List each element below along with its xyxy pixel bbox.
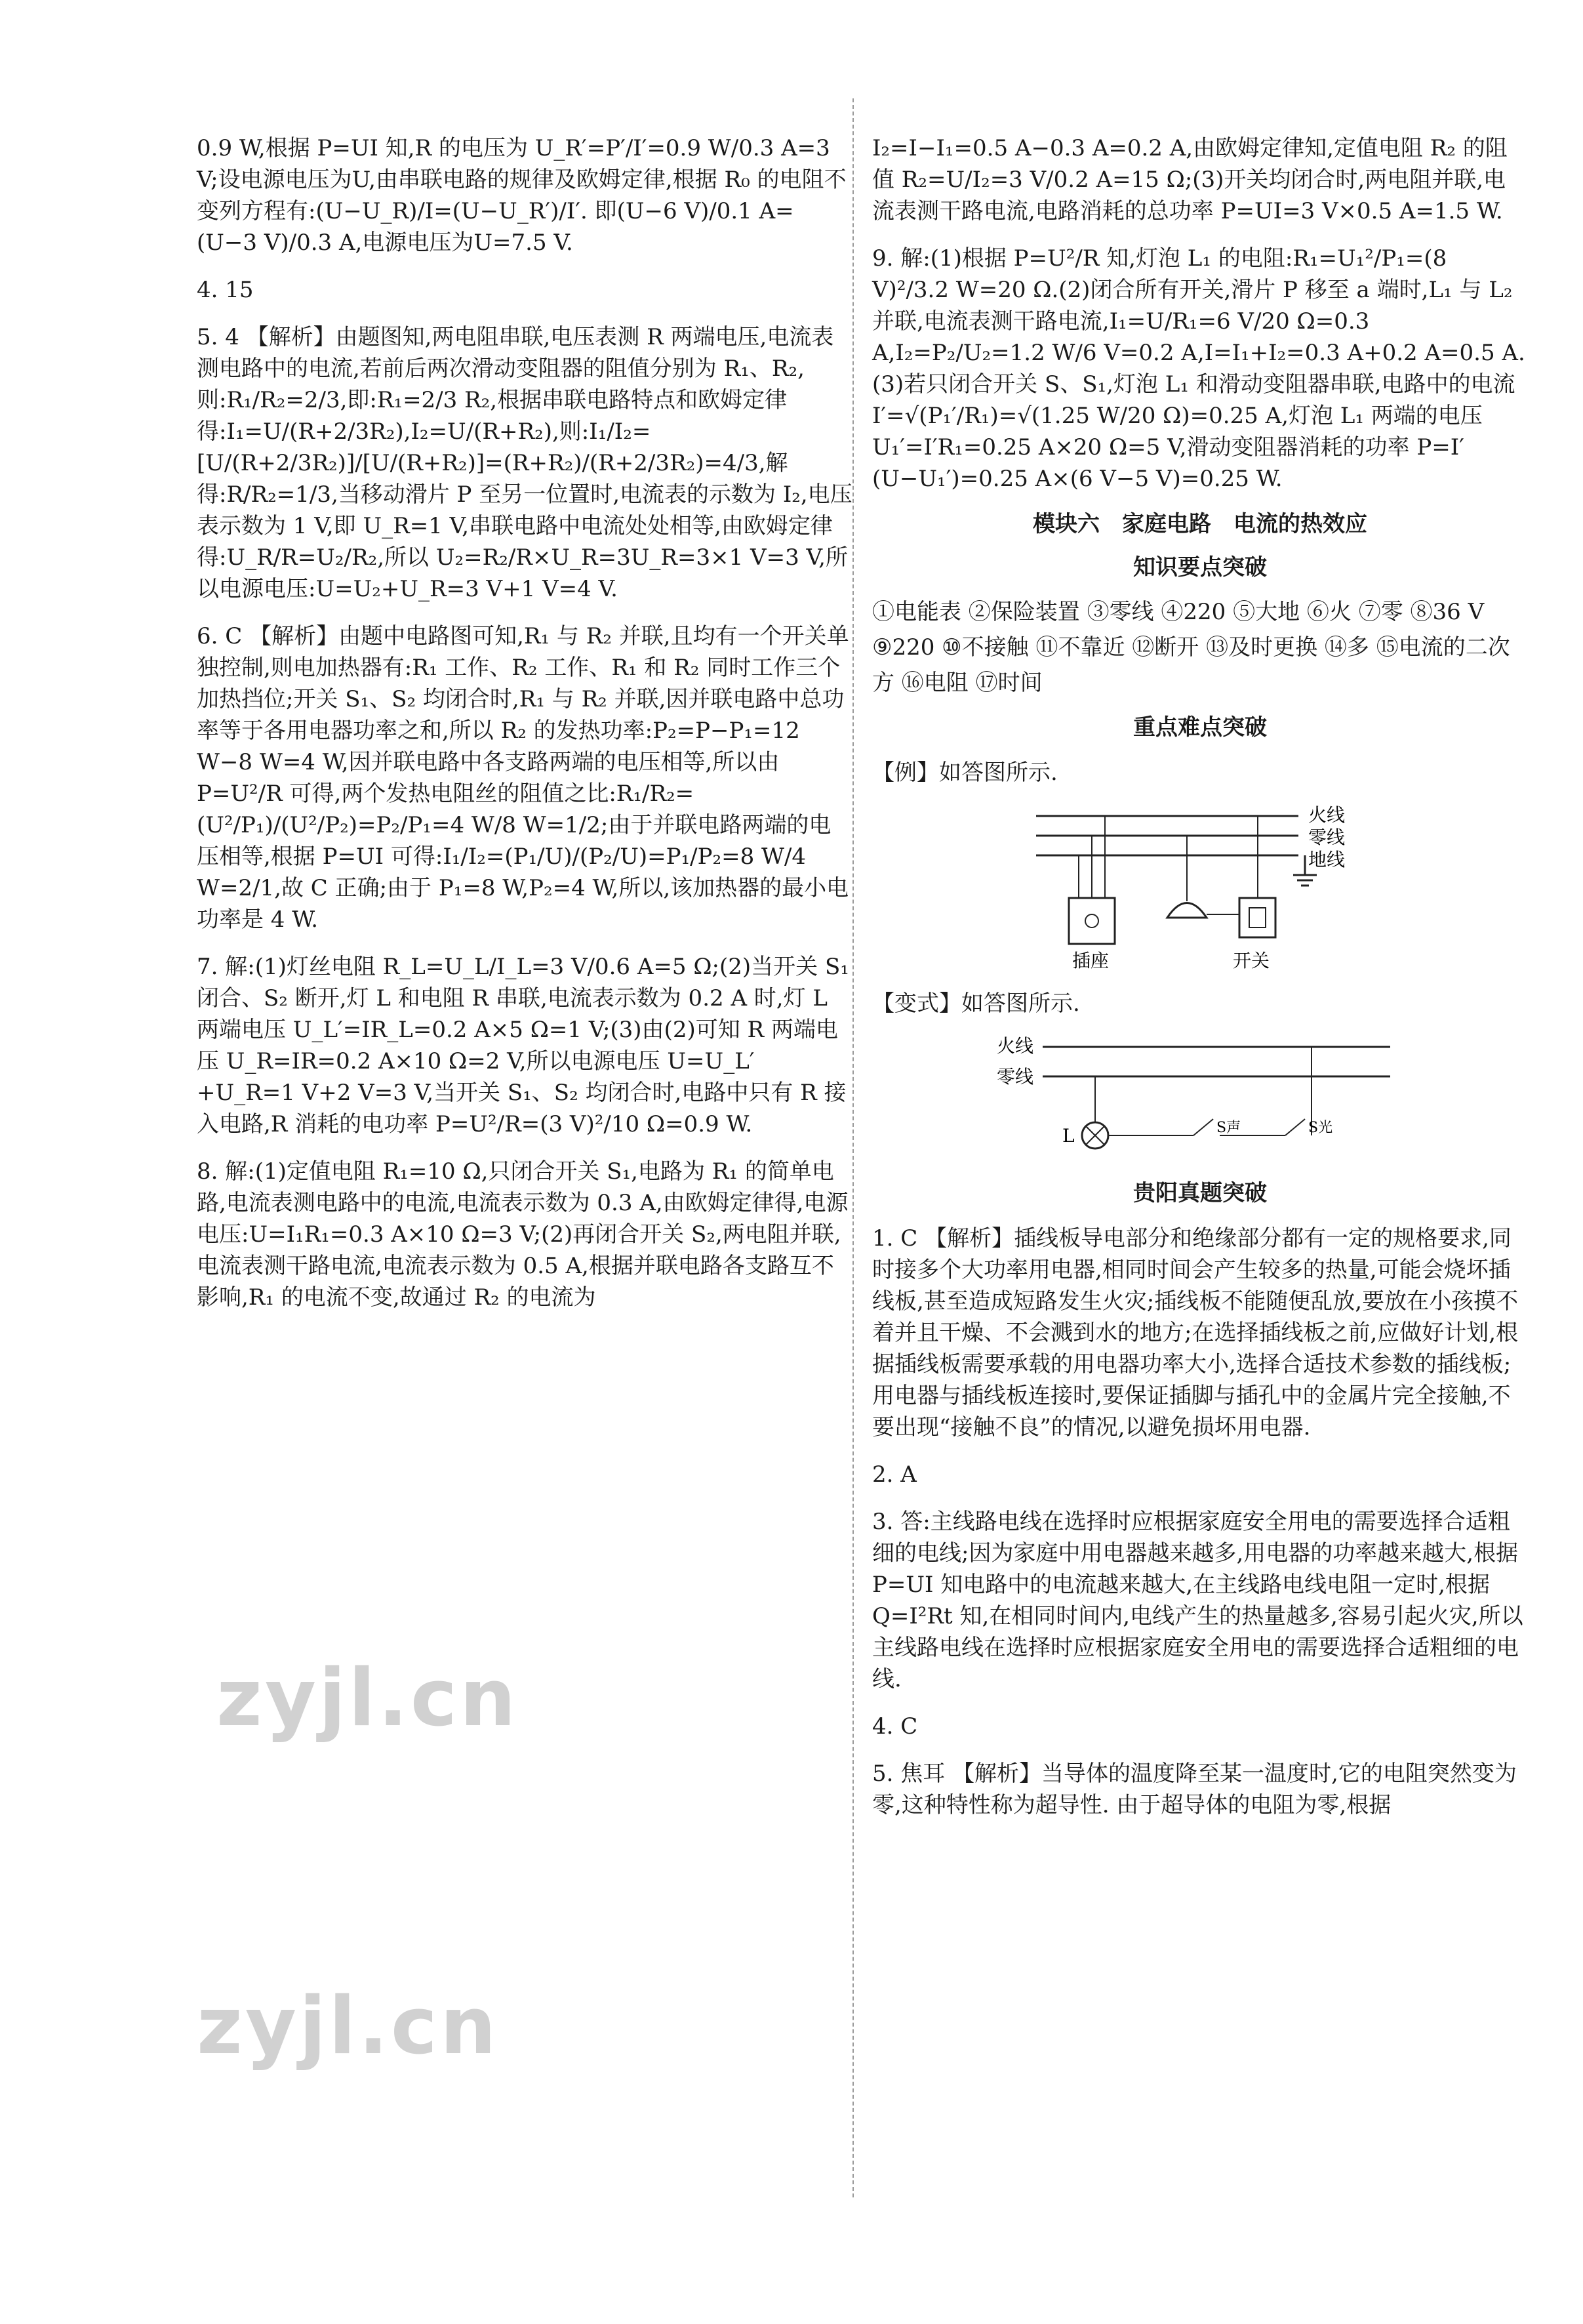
variant-live-label: 火线	[997, 1035, 1034, 1057]
neutral-label: 零线	[1308, 826, 1346, 848]
column-divider	[852, 98, 854, 2197]
key-points-title: 重点难点突破	[1133, 714, 1267, 741]
household-circuit-diagram	[1016, 803, 1384, 973]
lamp-label: L	[1062, 1125, 1075, 1147]
right-para-1: I₂=I−I₁=0.5 A−0.3 A=0.2 A,由欧姆定律知,定值电阻 R₂ 的阻值 R₂=U/I₂=3 V/0.2 A=15 Ω;(3)开关均闭合时,两电阻并联,电流表测干路电流,电路消耗的总功率 P=UI=3 V×0.5 A=1.5 W.	[872, 135, 1508, 224]
light-switch-label: S光	[1308, 1120, 1333, 1136]
answer-8: 8. 解:(1)定值电阻 R₁=10 Ω,只闭合开关 S₁,电路为 R₁ 的简单电路,电流表测电路中的电流,电流表示数为 0.3 A,由欧姆定律得,电源电压:U=I₁R₁=0.3 A×10 Ω=3 V;(2)再闭合开关 S₂,两电阻并联,电流表测干路电流,电流表示数为 0.5 A,根据并联电路各支路互不影响,R₁ 的电流不变,故通过 R₂ 的电流为	[197, 1158, 849, 1311]
ground-label: 地线	[1308, 849, 1346, 870]
knowledge-title: 知识要点突破	[1133, 554, 1267, 581]
guiyang-answer-1: 1. C 【解析】插线板导电部分和绝缘部分都有一定的规格要求,同时接多个大功率用电器,相同时间会产生较多的热量,可能会烧坏插线板,甚至造成短路发生火灾;插线板不能随便乱放,要放在小孩摸不着并且干燥、不会溅到水的地方;在选择插线板之前,应做好计划,根据插线板需要承载的用电器功率大小,选择合适技术参数的插线板;用电器与插线板连接时,要保证插脚与插孔中的金属片完全接触,不要出现“接触不良”的情况,以避免损坏用电器.	[872, 1225, 1519, 1440]
answer-6: 6. C 【解析】由题中电路图可知,R₁ 与 R₂ 并联,且均有一个开关单独控制,则电加热器有:R₁ 工作、R₂ 工作、R₁ 和 R₂ 同时工作三个加热挡位;开关 S₁、S₂ 均闭合时,R₁ 与 R₂ 并联,因并联电路中总功率等于各用电器功率之和,所以 R₂ 的发热功率:P₂=P−P₁=12 W−8 W=4 W,因并联电路中各支路两端的电压相等,所以由 P=U²/R 可得,两个发热电阻丝的阻值之比:R₁/R₂=(U²/P₁)/(U²/P₂)=P₂/P₁=4 W/8 W=1/2;由于并联电路两端的电压相等,根据 P=UI 可得:I₁/I₂=(P₁/U)/(P₂/U)=P₁/P₂=8 W/4 W=2/1,故 C 正确;由于 P₁=8 W,P₂=4 W,所以,该加热器的最小电功率是 4 W.	[197, 623, 849, 933]
guiyang-answer-2: 2. A	[872, 1461, 917, 1488]
answer-9: 9. 解:(1)根据 P=U²/R 知,灯泡 L₁ 的电阻:R₁=U₁²/P₁=(8 V)²/3.2 W=20 Ω.(2)闭合所有开关,滑片 P 移至 a 端时,L₁ 与 L₂ 并联,电流表测干路电流,I₁=U/R₁=6 V/20 Ω=0.3 A,I₂=P₂/U₂=1.2 W/6 V=0.2 A,I=I₁+I₂=0.3 A+0.2 A=0.5 A.(3)若只闭合开关 S、S₁,灯泡 L₁ 和滑动变阻器串联,电路中的电流 I′=√(P₁′/R₁)=√(1.25 W/20 Ω)=0.25 A,灯泡 L₁ 两端的电压 U₁′=I′R₁=0.25 A×20 Ω=5 V,滑动变阻器消耗的功率 P=I′(U−U₁′)=0.25 A×(6 V−5 V)=0.25 W.	[872, 245, 1525, 492]
lamp-icon	[1167, 903, 1207, 918]
variant-neutral-label: 零线	[997, 1066, 1034, 1088]
switch-label: 开关	[1233, 950, 1270, 971]
sound-switch-label: S声	[1216, 1120, 1241, 1136]
guiyang-answer-5: 5. 焦耳 【解析】当导体的温度降至某一温度时,它的电阻突然变为零,这种特性称为超导性. 由于超导体的电阻为零,根据	[872, 1761, 1517, 1818]
sound-switch-icon	[1193, 1119, 1213, 1135]
right-column	[872, 125, 1528, 1829]
left-column	[197, 125, 852, 1321]
watermark: zyjl.cn	[216, 1653, 519, 1744]
socket-label: 插座	[1072, 950, 1110, 971]
answer-5: 5. 4 【解析】由题图知,两电阻串联,电压表测 R 两端电压,电流表测电路中的电流,若前后两次滑动变阻器的阻值分别为 R₁、R₂,则:R₁/R₂=2/3,即:R₁=2/3 R₂,根据串联电路特点和欧姆定律得:I₁=U/(R+2/3R₂),I₂=U/(R+R₂),则:I₁/I₂=[U/(R+2/3R₂)]/[U/(R+R₂)]=(R+R₂)/(R+2/3R₂)=4/3,解得:R/R₂=1/3,当移动滑片 P 至另一位置时,电流表的示数为 I₂,电压表示数为 1 V,即 U_R=1 V,串联电路中电流处处相等,由欧姆定律得:U_R/R=U₂/R₂,所以 U₂=R₂/R×U_R=3U_R=3×1 V=3 V,所以电源电压:U=U₂+U_R=3 V+1 V=4 V.	[197, 324, 852, 602]
light-switch-icon	[1285, 1119, 1305, 1135]
socket-icon	[1069, 898, 1115, 944]
module-title: 模块六 家庭电路 电流的热效应	[1033, 511, 1367, 537]
sound-light-switch-diagram	[997, 1034, 1403, 1165]
switch-icon	[1239, 898, 1275, 937]
example-text: 【例】如答图所示.	[872, 760, 1058, 786]
watermark-2: zyjl.cn	[197, 1981, 499, 2072]
guiyang-answer-4: 4. C	[872, 1713, 918, 1740]
knowledge-answers: ①电能表 ②保险装置 ③零线 ④220 ⑤大地 ⑥火 ⑦零 ⑧36 V ⑨220 ⑩不接触 ⑪不靠近 ⑫断开 ⑬及时更换 ⑭多 ⑮电流的二次方 ⑯电阻 ⑰时间	[872, 599, 1510, 696]
live-label: 火线	[1308, 804, 1346, 826]
left-para-1: 0.9 W,根据 P=UI 知,R 的电压为 U_R′=P′/I′=0.9 W/0.3 A=3 V;设电源电压为U,由串联电路的规律及欧姆定律,根据 R₀ 的电阻不变列方程有:(U−U_R)/I=(U−U_R′)/I′. 即(U−6 V)/0.1 A=(U−3 V)/0.3 A,电源电压为U=7.5 V.	[197, 135, 847, 256]
guiyang-answer-3: 3. 答:主线路电线在选择时应根据家庭安全用电的需要选择合适粗细的电线;因为家庭中用电器越来越多,用电器的功率越来越大,根据 P=UI 知电路中的电流越来越大,在主线路电线电阻一定时,根据 Q=I²Rt 知,在相同时间内,电线产生的热量越多,容易引起火灾,所以主线路电线在选择时应根据家庭安全用电的需要选择合适粗细的电线.	[872, 1509, 1523, 1692]
variant-text: 【变式】如答图所示.	[872, 990, 1080, 1017]
answer-4: 4. 15	[197, 277, 254, 303]
answer-7: 7. 解:(1)灯丝电阻 R_L=U_L/I_L=3 V/0.6 A=5 Ω;(2)当开关 S₁ 闭合、S₂ 断开,灯 L 和电阻 R 串联,电流表示数为 0.2 A 时,灯 L 两端电压 U_L′=IR_L=0.2 A×5 Ω=1 V;(3)由(2)可知 R 两端电压 U_R=IR=0.2 A×10 Ω=2 V,所以电源电压 U=U_L′+U_R=1 V+2 V=3 V,当开关 S₁、S₂ 均闭合时,电路中只有 R 接入电路,R 消耗的电功率 P=U²/R=(3 V)²/10 Ω=0.9 W.	[197, 954, 849, 1137]
guiyang-title: 贵阳真题突破	[1133, 1180, 1267, 1206]
